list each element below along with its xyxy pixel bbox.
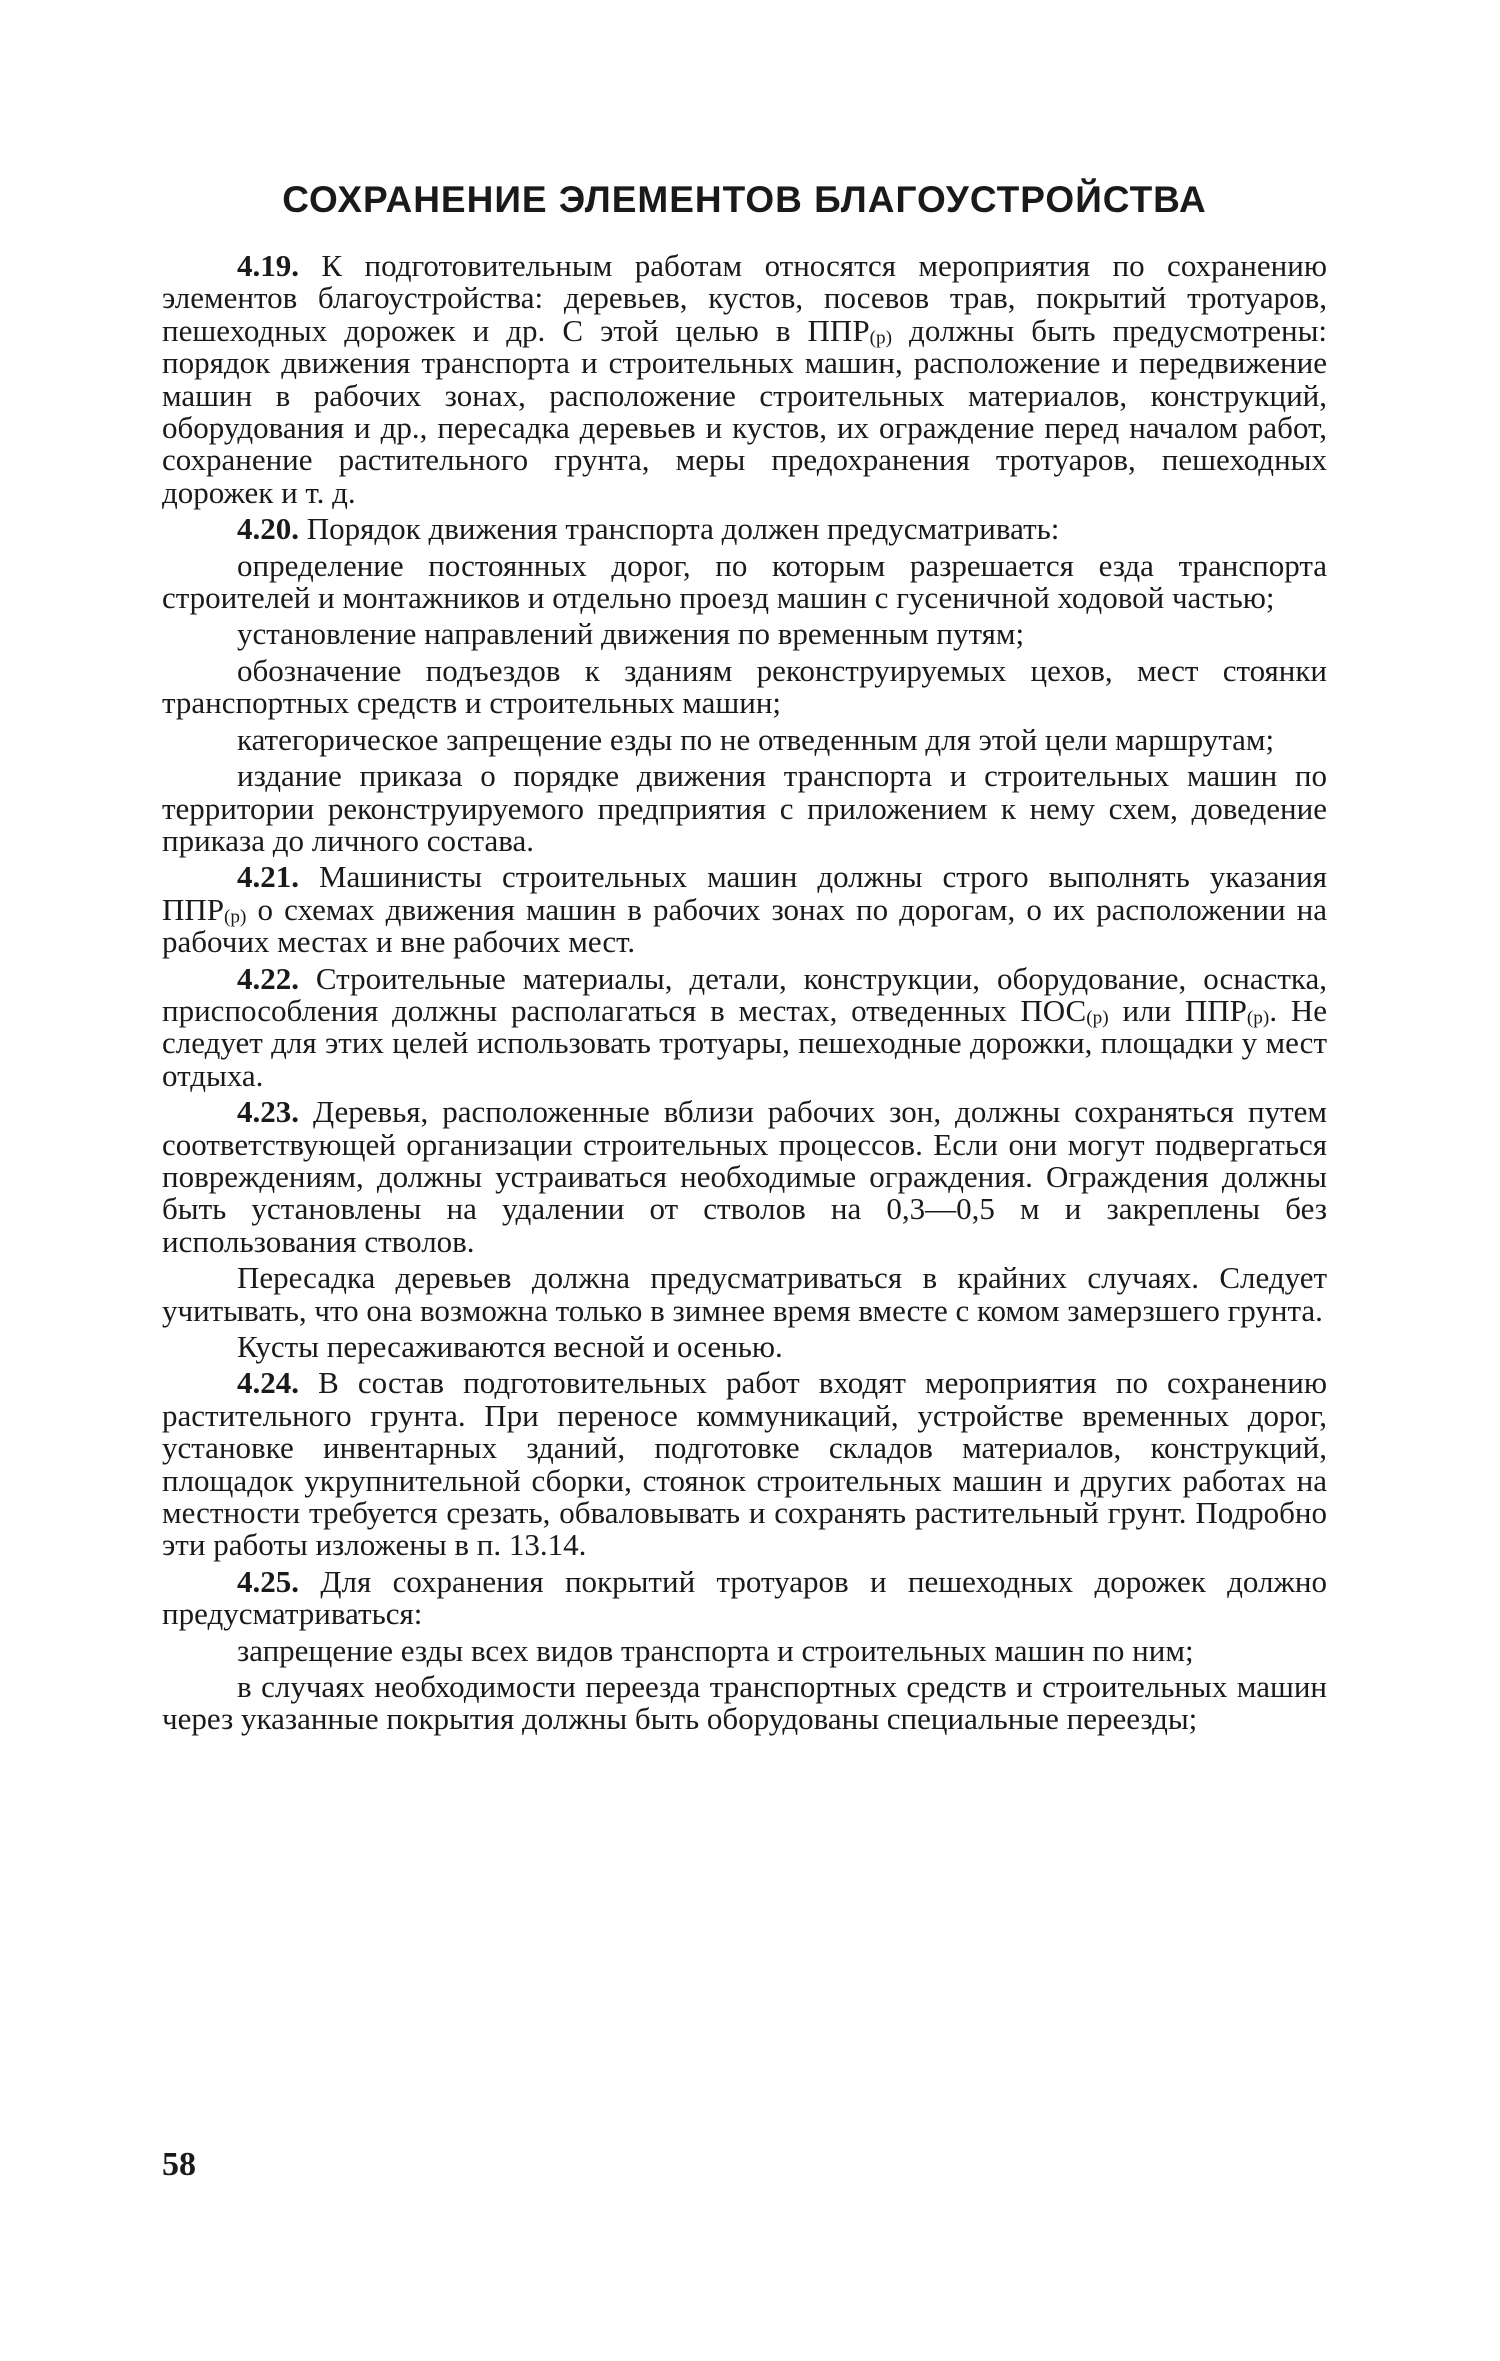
paragraph-text: категорическое запрещение езды по не отведенным для этой цели маршрутам; <box>237 721 1275 757</box>
paragraph-text: Для сохранения покрытий тротуаров и пешеходных дорожек должно предусматриваться: <box>162 1563 1327 1632</box>
paragraph-number: 4.21. <box>237 859 299 895</box>
body-text <box>162 250 1327 1736</box>
paragraph-text: в случаях необходимости переезда транспортных средств и строительных машин через указанные покрытия должны быть оборудованы специальные переезды; <box>162 1669 1327 1737</box>
paragraph <box>162 1331 1327 1363</box>
paragraph-text: Строительные материалы, детали, конструкции, оборудование, оснастка, приспособления должны располагаться в местах, отведенных ПОС <box>162 960 1327 1028</box>
paragraph <box>162 513 1327 545</box>
paragraph <box>162 652 1327 721</box>
paragraph <box>162 547 1327 616</box>
paragraph-text: В состав подготовительных работ входят мероприятия по сохранению растительного грунта. При переносе коммуникаций, устройстве временных дорог, установке инвентарных зданий, подготовке складов материалов, конструкций, площадок укрупнительной сборки, стоянок строительных машин и других работах на местности требуется срезать, обваловывать и сохранять растительный грунт. Подробно эти работы изложены в п. 13.14. <box>162 1365 1327 1563</box>
paragraph <box>162 250 1327 509</box>
subscript-label: (р) <box>1246 1007 1270 1029</box>
paragraph-text: о схемах движения машин в рабочих зонах по дорогам, о их расположении на рабочих местах и вне рабочих мест. <box>162 891 1327 960</box>
paragraph-text: издание приказа о порядке движения транспорта и строительных машин по территории реконструируемого предприятия с приложением к нему схем, доведение приказа до личного состава. <box>162 758 1327 858</box>
page <box>162 178 1327 2298</box>
paragraph-text: установление направлений движения по временным путям; <box>237 616 1025 652</box>
page-number: 58 <box>162 2146 196 2183</box>
paragraph <box>162 618 1327 650</box>
paragraph-text: запрещение езды всех видов транспорта и строительных машин по ним; <box>237 1632 1194 1668</box>
paragraph <box>162 1632 1327 1668</box>
paragraph-text: Порядок движения транспорта должен предусматривать: <box>299 511 1060 547</box>
paragraph-text: К подготовительным работам относятся мероприятия по сохранению элементов благоустройства: деревьев, кустов, посевов трав, покрытий тротуаров, пешеходных дорожек и др. С этой целью в ППР <box>162 248 1327 348</box>
paragraph <box>162 1563 1327 1632</box>
paragraph <box>162 960 1327 1093</box>
paragraph <box>162 1096 1327 1258</box>
paragraph <box>162 760 1327 857</box>
paragraph-text: . Не следует для этих целей использовать тротуары, пешеходные дорожки, площадки у мест отдыха. <box>162 992 1327 1093</box>
paragraph <box>162 1262 1327 1327</box>
paragraph-text: Кусты пересаживаются весной и осенью. <box>237 1329 783 1364</box>
paragraph-text: Машинисты строительных машин должны строго выполнять указания ППР <box>162 859 1327 927</box>
subscript-label: (р) <box>1086 1007 1109 1029</box>
paragraph-text: обозначение подъездов к зданиям реконструируемых цехов, мест стоянки транспортных средств и строительных машин; <box>162 652 1327 721</box>
subscript-label: (р) <box>224 906 247 928</box>
paragraph-number: 4.19. <box>237 248 299 283</box>
paragraph-text: Пересадка деревьев должна предусматриваться в крайних случаях. Следует учитывать, что она возможна только в зимнее время вместе с комом замерзшего грунта. <box>162 1260 1327 1328</box>
paragraph-number: 4.25. <box>237 1563 299 1599</box>
paragraph-number: 4.22. <box>237 960 299 996</box>
paragraph <box>162 861 1327 958</box>
paragraph-number: 4.23. <box>237 1094 299 1130</box>
paragraph-text: определение постоянных дорог, по которым разрешается езда транспорта строителей и монтажников и отдельно проезд машин с гусеничной ходовой частью; <box>162 547 1327 616</box>
paragraph <box>162 1671 1327 1736</box>
paragraph-number: 4.20. <box>237 511 299 547</box>
paragraph-text: Деревья, расположенные вблизи рабочих зон, должны сохраняться путем соответствующей организации строительных процессов. Если они могут подвергаться повреждениям, должны устраиваться необходимые ограждения. Ограждения должны быть установлены на удалении от стволов на 0,3—0,5 м и закреплены без использования стволов. <box>162 1094 1327 1259</box>
section-title: СОХРАНЕНИЕ ЭЛЕМЕНТОВ БЛАГОУСТРОЙСТВА <box>282 179 1207 220</box>
subscript-label: (р) <box>869 327 892 349</box>
paragraph-number: 4.24. <box>237 1365 299 1401</box>
paragraph-text: или ППР <box>1108 992 1247 1028</box>
paragraph-text: должны быть предусмотрены: порядок движения транспорта и строительных машин, расположение и передвижение машин в рабочих зонах, расположение строительных материалов, конструкций, оборудования и др., пересадка деревьев и кустов, их ограждение перед началом работ, сохранение растительного грунта, меры предохранения тротуаров, пешеходных дорожек и т. д. <box>162 312 1328 510</box>
paragraph <box>162 721 1327 757</box>
paragraph <box>162 1367 1327 1561</box>
